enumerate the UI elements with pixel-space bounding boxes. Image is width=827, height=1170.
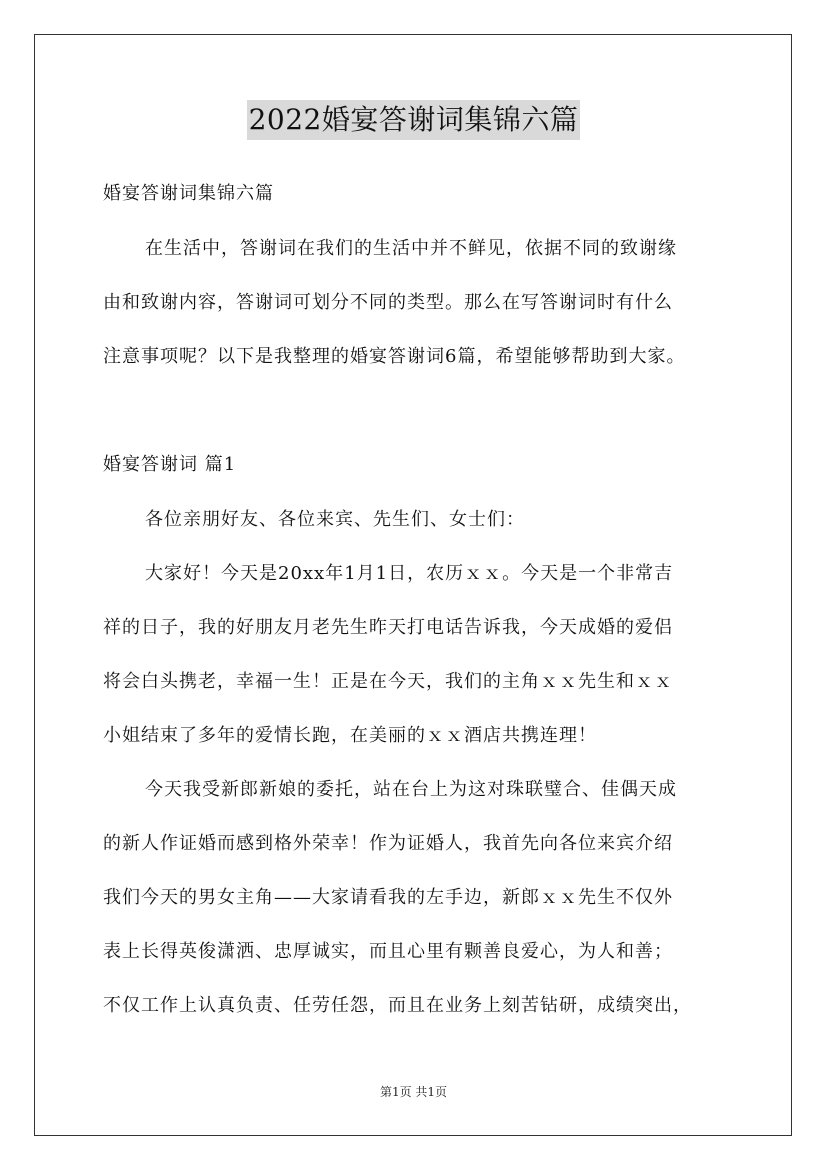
body-line-9: 表上长得英俊潇洒、忠厚诚实，而且心里有颗善良爱心，为人和善； [103,941,673,962]
intro-line-3: 注意事项呢？以下是我整理的婚宴答谢词6篇，希望能够帮助到大家。 [103,346,686,367]
page-footer: 第1页 共1页 [379,1085,448,1099]
title-wrap [0,100,827,140]
body-line-7: 的新人作证婚而感到格外荣幸！作为证婚人，我首先向各位来宾介绍 [103,833,673,854]
subtitle: 婚宴答谢词集锦六篇 [103,183,274,204]
body-line-1: 各位亲朋好友、各位来宾、先生们、女士们： [145,509,525,530]
intro-line-2: 由和致谢内容，答谢词可划分不同的类型。那么在写答谢词时有什么 [103,292,673,313]
document-title: 2022婚宴答谢词集锦六篇 [247,100,581,140]
section-heading: 婚宴答谢词 篇1 [103,454,237,475]
intro-line-1: 在生活中，答谢词在我们的生活中并不鲜见，依据不同的致谢缘 [145,238,677,259]
body-line-6: 今天我受新郎新娘的委托，站在台上为这对珠联璧合、佳偶天成 [145,779,677,800]
body-line-3: 祥的日子，我的好朋友月老先生昨天打电话告诉我，今天成婚的爱侣 [103,617,673,638]
body-line-5: 小姐结束了多年的爱情长跑，在美丽的ｘｘ酒店共携连理！ [103,725,597,746]
body-line-4: 将会白头携老，幸福一生！正是在今天，我们的主角ｘｘ先生和ｘｘ [103,671,673,692]
body-line-8: 我们今天的男女主角——大家请看我的左手边，新郎ｘｘ先生不仅外 [103,887,673,908]
body-line-2: 大家好！今天是20xx年1月1日，农历ｘｘ。今天是一个非常吉 [145,563,674,584]
body-line-10: 不仅工作上认真负责、任劳任怨，而且在业务上刻苦钻研，成绩突出， [103,995,692,1016]
